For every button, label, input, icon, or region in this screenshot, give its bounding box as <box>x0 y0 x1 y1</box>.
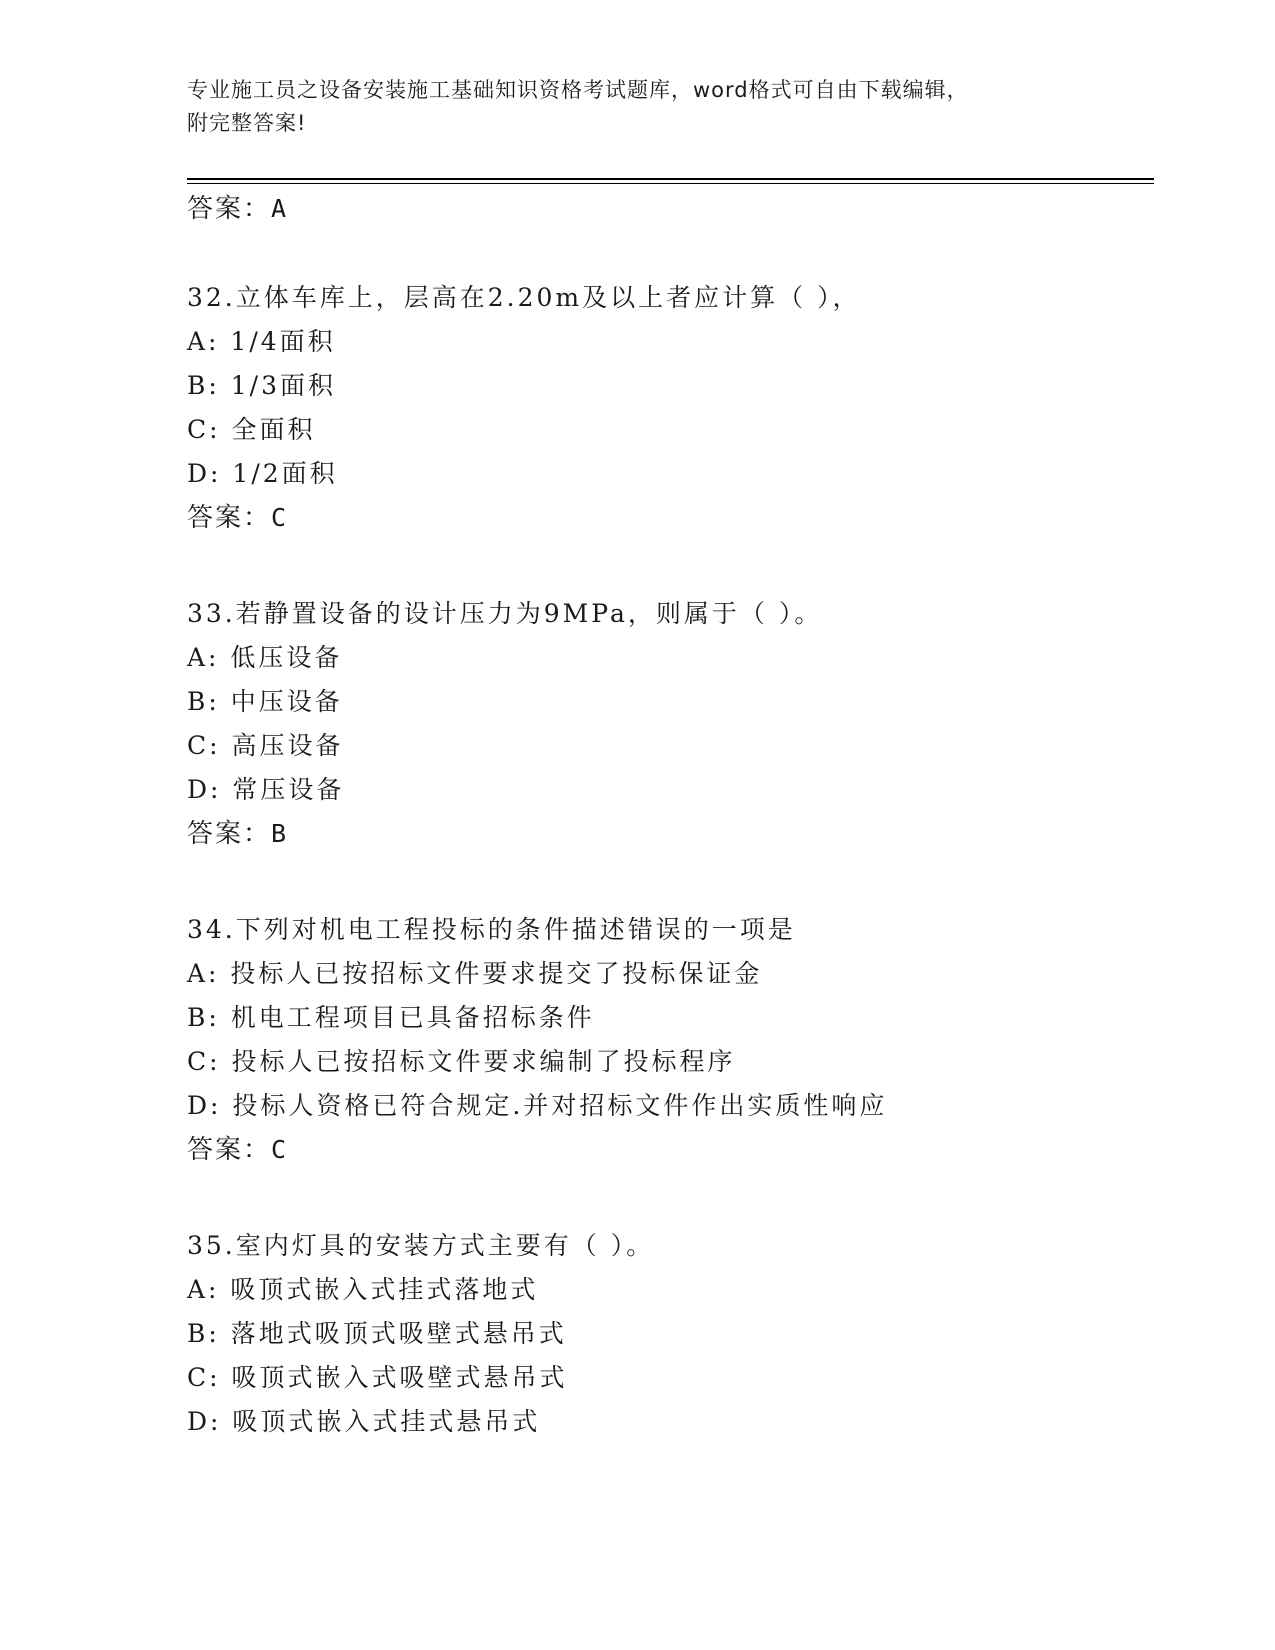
option-34-b: B: 机电工程项目已具备招标条件 <box>187 1003 595 1032</box>
answer-32 <box>187 501 288 535</box>
option-33-c: C: 高压设备 <box>187 731 344 760</box>
option-35-a: A: 吸顶式嵌入式挂式落地式 <box>187 1275 539 1304</box>
answer-value: C <box>271 1135 289 1164</box>
option-34-c: C: 投标人已按招标文件要求编制了投标程序 <box>187 1047 736 1076</box>
page-header <box>187 74 1087 140</box>
option-33-b: B: 中压设备 <box>187 687 343 716</box>
question-stem-33: 33.若静置设备的设计压力为9MPa，则属于（ ）。 <box>187 599 823 628</box>
header-rule-thick <box>187 178 1154 180</box>
answer-value: A <box>271 194 289 223</box>
answer-value: B <box>271 819 289 848</box>
option-34-a: A: 投标人已按招标文件要求提交了投标保证金 <box>187 959 763 988</box>
answer-label: 答案： <box>187 819 272 849</box>
answer-prev <box>187 192 288 226</box>
option-32-c: C: 全面积 <box>187 415 316 444</box>
option-35-c: C: 吸顶式嵌入式吸壁式悬吊式 <box>187 1363 568 1392</box>
answer-label: 答案： <box>187 194 272 224</box>
option-32-b: B: 1/3面积 <box>187 371 336 400</box>
answer-label: 答案： <box>187 1135 272 1165</box>
answer-value: C <box>271 503 289 532</box>
answer-34 <box>187 1133 288 1167</box>
answer-33 <box>187 817 288 851</box>
question-stem-35: 35.室内灯具的安装方式主要有（ ）。 <box>187 1231 655 1260</box>
option-32-d: D: 1/2面积 <box>187 459 338 488</box>
header-rule-thin <box>187 183 1154 184</box>
option-35-d: D: 吸顶式嵌入式挂式悬吊式 <box>187 1407 541 1436</box>
option-34-d: D: 投标人资格已符合规定.并对招标文件作出实质性响应 <box>187 1091 888 1120</box>
option-35-b: B: 落地式吸顶式吸壁式悬吊式 <box>187 1319 567 1348</box>
header-line-2: 附完整答案! <box>187 111 307 135</box>
question-stem-32: 32.立体车库上，层高在2.20m及以上者应计算（ ）， <box>187 283 861 312</box>
question-stem-34: 34.下列对机电工程投标的条件描述错误的一项是 <box>187 915 796 944</box>
answer-label: 答案： <box>187 503 272 533</box>
option-32-a: A: 1/4面积 <box>187 327 336 356</box>
header-line-1: 专业施工员之设备安装施工基础知识资格考试题库，word格式可自由下载编辑， <box>187 78 969 102</box>
option-33-a: A: 低压设备 <box>187 643 343 672</box>
option-33-d: D: 常压设备 <box>187 775 345 804</box>
